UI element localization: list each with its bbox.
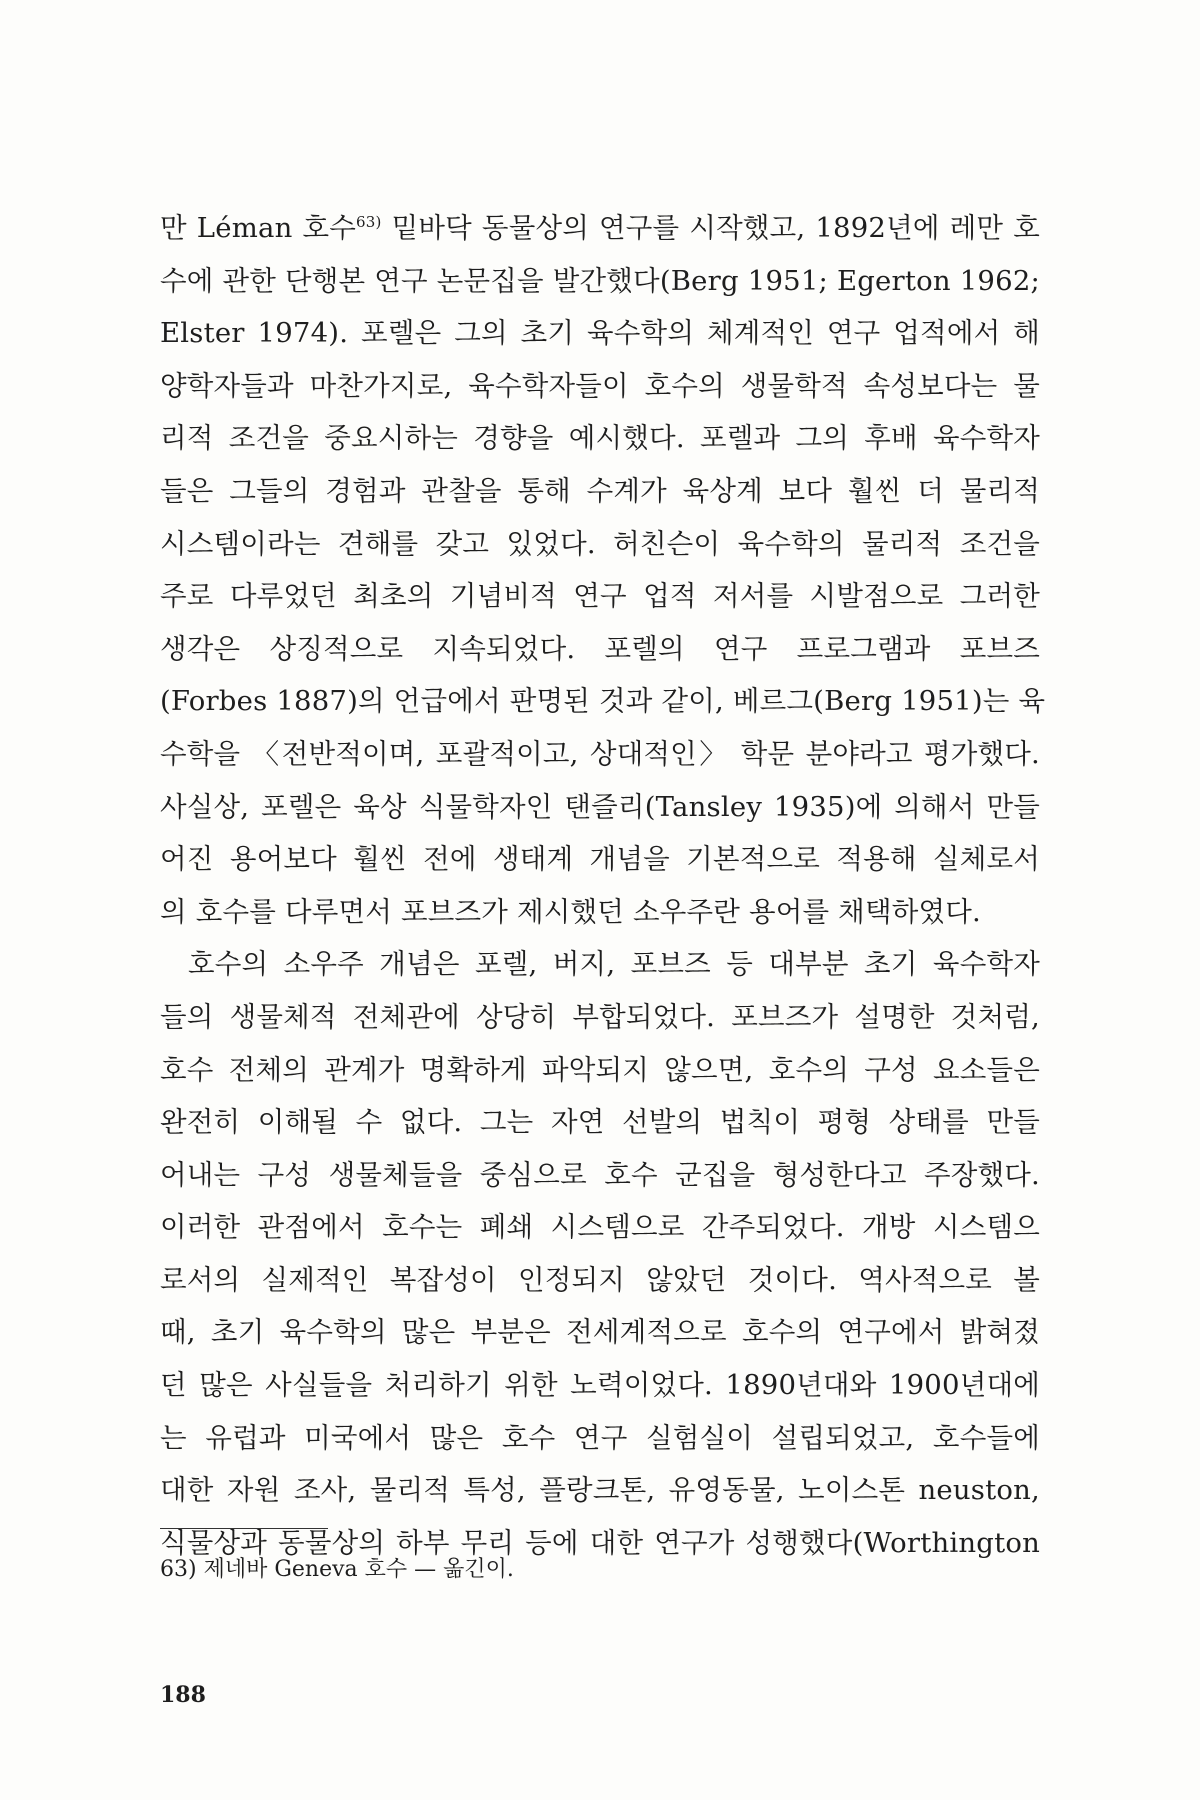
text-line: 수학을 〈전반적이며, 포괄적이고, 상대적인〉 학문 분야라고 평가했다. (160, 737, 1040, 770)
text-line: 들의 생물체적 전체관에 상당히 부합되었다. 포브즈가 설명한 것처럼, (160, 1000, 1040, 1033)
text-line: 생각은 상징적으로 지속되었다. 포렐의 연구 프로그램과 포브즈 (160, 632, 1040, 665)
text-line: 어진 용어보다 훨씬 전에 생태계 개념을 기본적으로 적용해 실체로서 (160, 843, 1040, 876)
text-line: 이러한 관점에서 호수는 폐쇄 시스템으로 간주되었다. 개방 시스템으 (160, 1211, 1040, 1244)
text-line: 주로 다루었던 최초의 기념비적 연구 업적 저서를 시발점으로 그러한 (160, 580, 1040, 613)
text-line: 호수의 소우주 개념은 포렐, 버지, 포브즈 등 대부분 초기 육수학자 (188, 948, 1040, 981)
text-line: 어내는 구성 생물체들을 중심으로 호수 군집을 형성한다고 주장했다. (160, 1158, 1040, 1191)
text-line: 사실상, 포렐은 육상 식물학자인 탠즐리(Tansley 1935)에 의해서 만들 (160, 790, 1040, 823)
text-line: 식물상과 동물상의 하부 무리 등에 대한 연구가 성행했다(Worthington (160, 1526, 1040, 1559)
text-segment: 밑바닥 동물상의 연구를 시작했고, 1892년에 레만 호 (391, 212, 1040, 244)
text-line: 때, 초기 육수학의 많은 부분은 전세계적으로 호수의 연구에서 밝혀졌 (160, 1316, 1040, 1349)
text-line: 들은 그들의 경험과 관찰을 통해 수계가 육상계 보다 훨씬 더 물리적 (160, 474, 1040, 507)
text-segment: 만 Léman 호수 (160, 212, 357, 244)
footnote-divider (160, 1528, 328, 1529)
text-line: 호수 전체의 관계가 명확하게 파악되지 않으면, 호수의 구성 요소들은 (160, 1053, 1040, 1086)
paragraph-1 (160, 202, 1046, 938)
text-line: 의 호수를 다루면서 포브즈가 제시했던 소우주란 용어를 채택하였다. (160, 895, 981, 928)
text-line (160, 202, 1040, 255)
text-line: 양학자들과 마찬가지로, 육수학자들이 호수의 생물학적 속성보다는 물 (160, 369, 1040, 402)
text-line: 대한 자원 조사, 물리적 특성, 플랑크톤, 유영동물, 노이스톤 neuston, (160, 1474, 1040, 1507)
paragraph-2 (160, 938, 1040, 1569)
footnote-reference: 63) (356, 212, 382, 231)
text-line: 는 유럽과 미국에서 많은 호수 연구 실험실이 설립되었고, 호수들에 (160, 1421, 1040, 1454)
body-text (160, 202, 1046, 1569)
text-line: 로서의 실제적인 복잡성이 인정되지 않았던 것이다. 역사적으로 볼 (160, 1263, 1040, 1296)
text-line: 완전히 이해될 수 없다. 그는 자연 선발의 법칙이 평형 상태를 만들 (160, 1106, 1040, 1139)
text-line: (Forbes 1887)의 언급에서 판명된 것과 같이, 베르그(Berg 1951)는 육 (160, 685, 1046, 718)
text-line: 시스템이라는 견해를 갖고 있었다. 허친슨이 육수학의 물리적 조건을 (160, 527, 1040, 560)
text-line: 수에 관한 단행본 연구 논문집을 발간했다(Berg 1951; Egerton 1962; (160, 264, 1040, 297)
page-number: 188 (160, 1682, 206, 1708)
text-line: 던 많은 사실들을 처리하기 위한 노력이었다. 1890년대와 1900년대에 (160, 1369, 1040, 1402)
text-line: 리적 조건을 중요시하는 경향을 예시했다. 포렐과 그의 후배 육수학자 (160, 422, 1040, 455)
footnote: 63) 제네바 Geneva 호수 — 옮긴이. (160, 1557, 514, 1582)
text-line: Elster 1974). 포렐은 그의 초기 육수학의 체계적인 연구 업적에서 해 (160, 317, 1040, 350)
